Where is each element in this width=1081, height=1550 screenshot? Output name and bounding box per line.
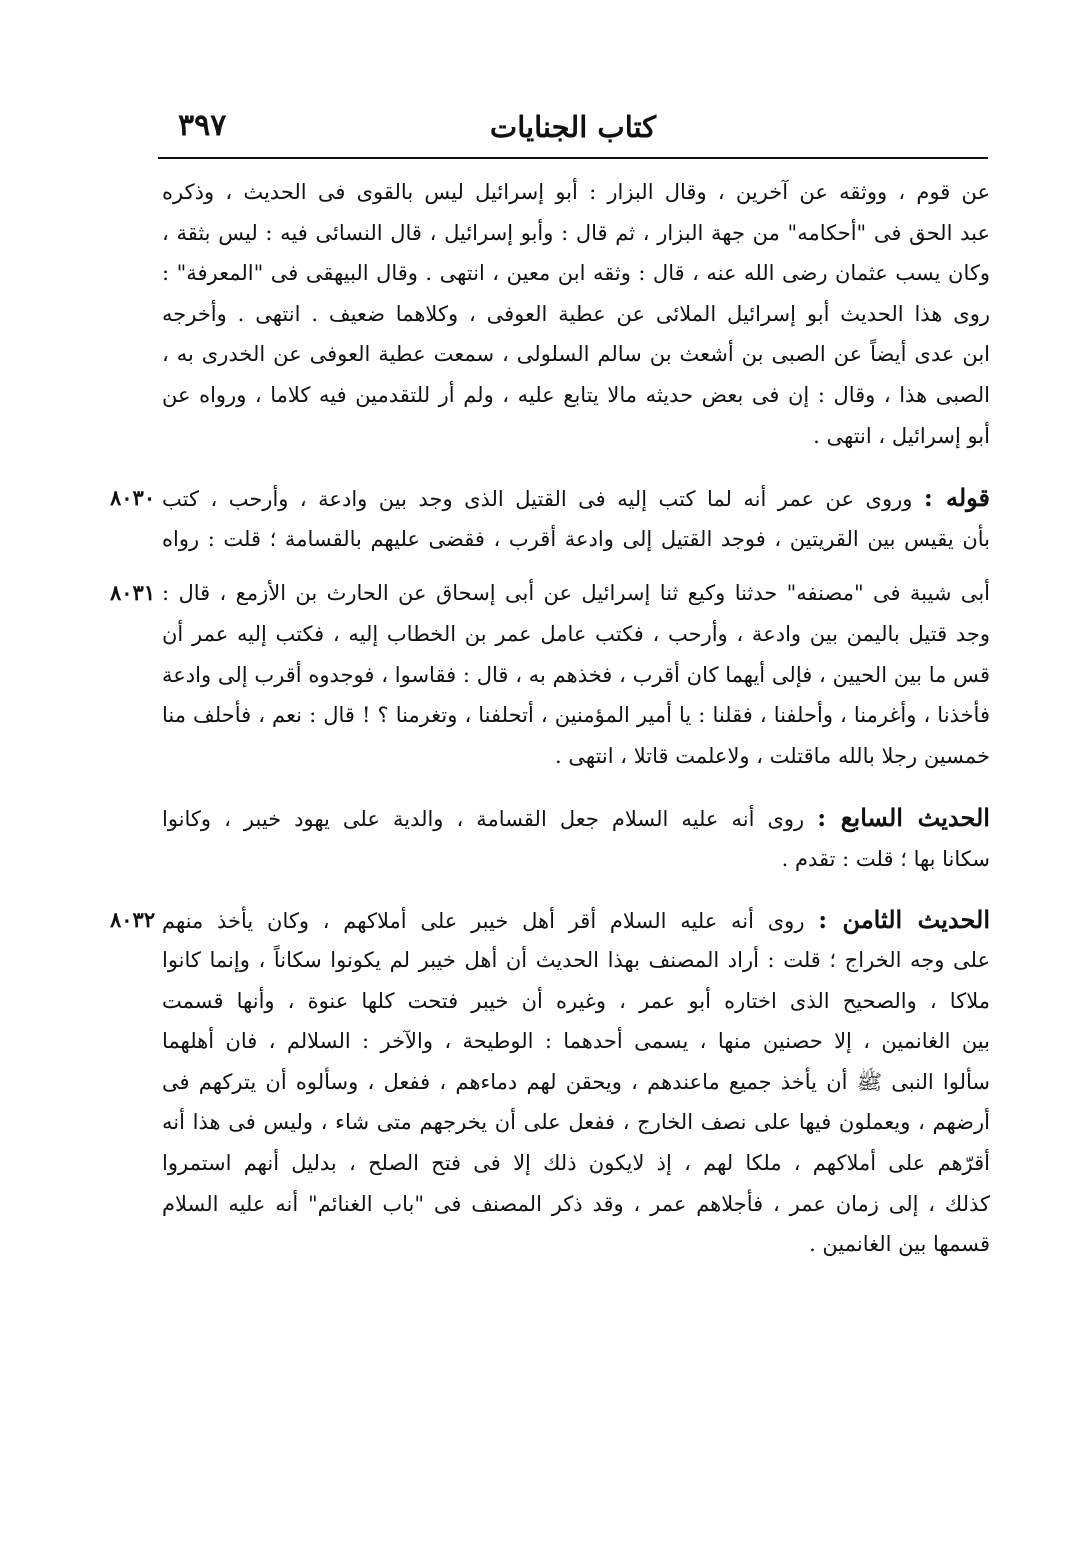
line-text xyxy=(162,334,990,375)
hadith-number: ٨٠٣١ xyxy=(110,580,156,606)
text-block xyxy=(110,573,990,776)
line-text xyxy=(162,1021,990,1062)
line-content: قس ما بين الحيين ، فإلى أيهما كان أقرب ، فخذهم به ، قال : فقاسوا ، فوجدوه أقرب إلى وادعة xyxy=(162,662,990,687)
line-content: أرضهم ، ويعملون فيها على نصف الخارج ، ففعل على أن يخرجهم متى شاء ، وليس فى هذا أنه xyxy=(162,1110,990,1135)
line-content: الصبى هذا ، وقال : إن فى بعض حديثه مالا يتابع عليه ، ولم أر للتقدمين فيه كلاما ، ورواه عن xyxy=(162,382,990,407)
text-block xyxy=(110,798,990,879)
text-line xyxy=(110,1224,990,1265)
line-content: عبد الحق فى "أحكامه" من جهة البزار ، ثم قال : وأبو إسرائيل ، قال النسائى فيه : ليس بثقة ، xyxy=(162,220,990,245)
text-line xyxy=(110,519,990,560)
line-text xyxy=(162,736,990,777)
text-line xyxy=(110,940,990,981)
text-block xyxy=(110,478,990,559)
line-content: خمسين رجلا بالله ماقتلت ، ولاعلمت قاتلا ، انتهى . xyxy=(555,743,990,768)
line-text xyxy=(162,519,990,560)
heading-lead: قوله : xyxy=(923,483,990,513)
page-number: ٣٩٧ xyxy=(178,108,227,143)
header-divider xyxy=(158,157,988,159)
text-line xyxy=(110,1184,990,1225)
text-block xyxy=(110,172,990,456)
line-text xyxy=(162,1062,990,1103)
text-line xyxy=(110,839,990,880)
text-line xyxy=(110,294,990,335)
line-content: أبو إسرائيل ، انتهى . xyxy=(813,423,990,448)
text-line xyxy=(110,798,990,839)
text-line xyxy=(110,213,990,254)
line-text xyxy=(162,1102,990,1143)
text-line xyxy=(110,172,990,213)
line-content: على وجه الخراج ؛ قلت : أراد المصنف بهذا الحديث أن أهل خيبر لم يكونوا سكاناً ، وإنما كانوا xyxy=(162,948,990,973)
text-line xyxy=(110,614,990,655)
line-content: أقرّهم على أملاكهم ، ملكا لهم ، إذ لايكون ذلك إلا فى فتح الصلح ، بدليل أنهم استمروا xyxy=(162,1151,990,1176)
line-text xyxy=(162,213,990,254)
page-body xyxy=(110,172,990,1265)
line-text xyxy=(162,981,990,1022)
text-block xyxy=(110,900,990,1265)
line-text xyxy=(162,573,990,614)
line-text xyxy=(162,1143,990,1184)
text-line xyxy=(110,375,990,416)
line-content: أبى شيبة فى "مصنفه" حدثنا وكيع ثنا إسرائيل عن أبى إسحاق عن الحارث بن الأزمع ، قال : xyxy=(162,581,990,606)
line-text xyxy=(162,940,990,981)
line-text xyxy=(162,798,990,839)
line-text xyxy=(162,655,990,696)
text-line xyxy=(110,416,990,457)
line-content: ابن عدى أيضاً عن الصبى بن أشعث بن سالم السلولى ، سمعت عطية العوفى عن الخدرى به ، xyxy=(162,342,990,367)
text-line xyxy=(110,695,990,736)
heading-lead: الحديث السابع : xyxy=(817,803,990,833)
line-content: بأن يقيس بين القريتين ، فوجد القتيل إلى وادعة أقرب ، فقضى عليهم بالقسامة ؛ قلت : رواه xyxy=(162,526,990,551)
line-content: روى أنه عليه السلام أقر أهل خيبر على أملاكهم ، وكان يأخذ منهم xyxy=(162,908,805,933)
text-line xyxy=(110,1021,990,1062)
line-content: وكان يسب عثمان رضى الله عنه ، قال : وثقه ابن معين ، انتهى . وقال البيهقى فى "المعرفة" : xyxy=(162,261,990,286)
heading-lead: الحديث الثامن : xyxy=(818,904,990,934)
page-header xyxy=(158,102,988,158)
text-line xyxy=(110,900,990,941)
line-content: ملاكا ، والصحيح الذى اختاره أبو عمر ، وغيره أن خيبر فتحت كلها عنوة ، وأنها قسمت xyxy=(162,988,990,1013)
block-spacer xyxy=(110,456,990,478)
hadith-number: ٨٠٣٢ xyxy=(110,906,156,932)
text-line xyxy=(110,573,990,614)
block-spacer xyxy=(110,880,990,900)
line-text xyxy=(162,1224,990,1265)
text-line xyxy=(110,1143,990,1184)
block-spacer xyxy=(110,559,990,573)
line-text xyxy=(162,839,990,880)
line-content: وجد قتيل باليمن بين وادعة ، وأرحب ، فكتب عامل عمر بن الخطاب إليه ، فكتب إليه عمر أن xyxy=(162,621,990,646)
hadith-number: ٨٠٣٠ xyxy=(110,485,156,511)
line-content: كذلك ، إلى زمان عمر ، فأجلاهم عمر ، وقد ذكر المصنف فى "باب الغنائم" أنه عليه السلام xyxy=(162,1191,990,1216)
text-line xyxy=(110,253,990,294)
line-content: سكانا بها ؛ قلت : تقدم . xyxy=(781,846,990,871)
line-content: روى هذا الحديث أبو إسرائيل الملائى عن عطية العوفى ، وكلاهما ضعيف . انتهى . وأخرجه xyxy=(162,301,990,326)
line-text xyxy=(162,172,990,213)
running-title: كتاب الجنايات xyxy=(489,110,657,144)
line-text xyxy=(162,375,990,416)
text-line xyxy=(110,334,990,375)
line-content: بين الغانمين ، إلا حصنين منها ، يسمى أحدهما : الوطيحة ، والآخر : السلالم ، فان أهلهما xyxy=(162,1029,990,1054)
text-line xyxy=(110,655,990,696)
line-text xyxy=(162,900,990,941)
line-text xyxy=(162,253,990,294)
line-text xyxy=(162,294,990,335)
line-content: وروى عن عمر أنه لما كتب إليه فى القتيل الذى وجد بين وادعة ، وأرحب ، كتب xyxy=(162,487,913,512)
text-line xyxy=(110,1102,990,1143)
line-content: قسمها بين الغانمين . xyxy=(809,1232,990,1257)
line-text xyxy=(162,1184,990,1225)
line-content: فأخذنا ، وأغرمنا ، وأحلفنا ، فقلنا : يا أمير المؤمنين ، أتحلفنا ، وتغرمنا ؟ ! قال : نعم ، فأحلف منا xyxy=(162,703,990,728)
text-line xyxy=(110,981,990,1022)
line-content: عن قوم ، ووثقه عن آخرين ، وقال البزار : أبو إسرائيل ليس بالقوى فى الحديث ، وذكره xyxy=(162,180,990,204)
line-content: سألوا النبى ﷺ أن يأخذ جميع ماعندهم ، ويحقن لهم دماءهم ، ففعل ، وسألوه أن يتركهم فى xyxy=(162,1069,990,1094)
text-line xyxy=(110,1062,990,1103)
line-text xyxy=(162,478,990,519)
block-spacer xyxy=(110,776,990,798)
text-line xyxy=(110,736,990,777)
line-text xyxy=(162,614,990,655)
line-content: روى أنه عليه السلام جعل القسامة ، والدية على يهود خيبر ، وكانوا xyxy=(162,807,805,832)
text-line xyxy=(110,478,990,519)
line-text xyxy=(162,695,990,736)
line-text xyxy=(162,416,990,457)
